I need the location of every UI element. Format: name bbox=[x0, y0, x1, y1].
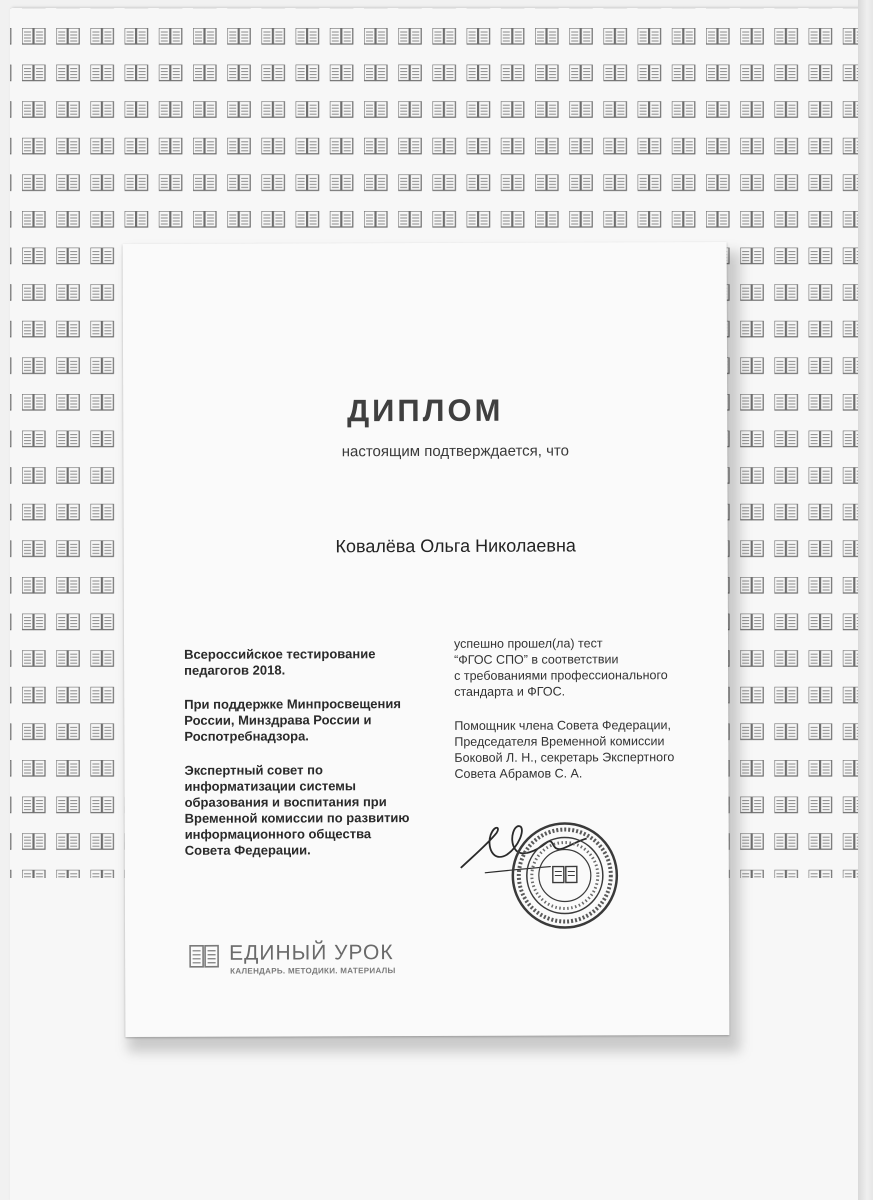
testing-title: Всероссийское тестирование педагогов 2018. bbox=[184, 646, 376, 678]
expert-council-text: Экспертный совет по информатизации системы образования и воспитания при Временной комиссии по развитию информационного общества Совета Федерации. bbox=[184, 762, 410, 858]
organizer-column bbox=[184, 646, 435, 877]
brand-tagline: КАЛЕНДАРЬ. МЕТОДИКИ. МАТЕРИАЛЫ bbox=[230, 966, 396, 976]
book-icon bbox=[189, 944, 219, 970]
support-text: При поддержке Минпросвещения России, Минздрава России и Роспотребнадзора. bbox=[184, 696, 401, 744]
diploma-card bbox=[123, 242, 730, 1037]
scan-edge bbox=[858, 0, 873, 1200]
round-seal-icon bbox=[509, 819, 621, 931]
recipient-name: Ковалёва Ольга Николаевна bbox=[335, 535, 576, 557]
confirm-text: настоящим подтверждается, что bbox=[341, 442, 569, 461]
result-column bbox=[454, 635, 715, 800]
test-result-text: успешно прошел(ла) тест “ФГОС СПО” в соответствии с требованиями профессионального стандарта и ФГОС. bbox=[453, 636, 668, 699]
signatory-text: Помощник члена Совета Федерации, Председателя Временной комиссии Боковой Л. Н., секретарь Экспертного Совета Абрамов С. А. bbox=[454, 718, 675, 781]
brand-name: ЕДИНЫЙ УРОК bbox=[229, 941, 394, 965]
diploma-title: ДИПЛОМ bbox=[346, 392, 504, 429]
